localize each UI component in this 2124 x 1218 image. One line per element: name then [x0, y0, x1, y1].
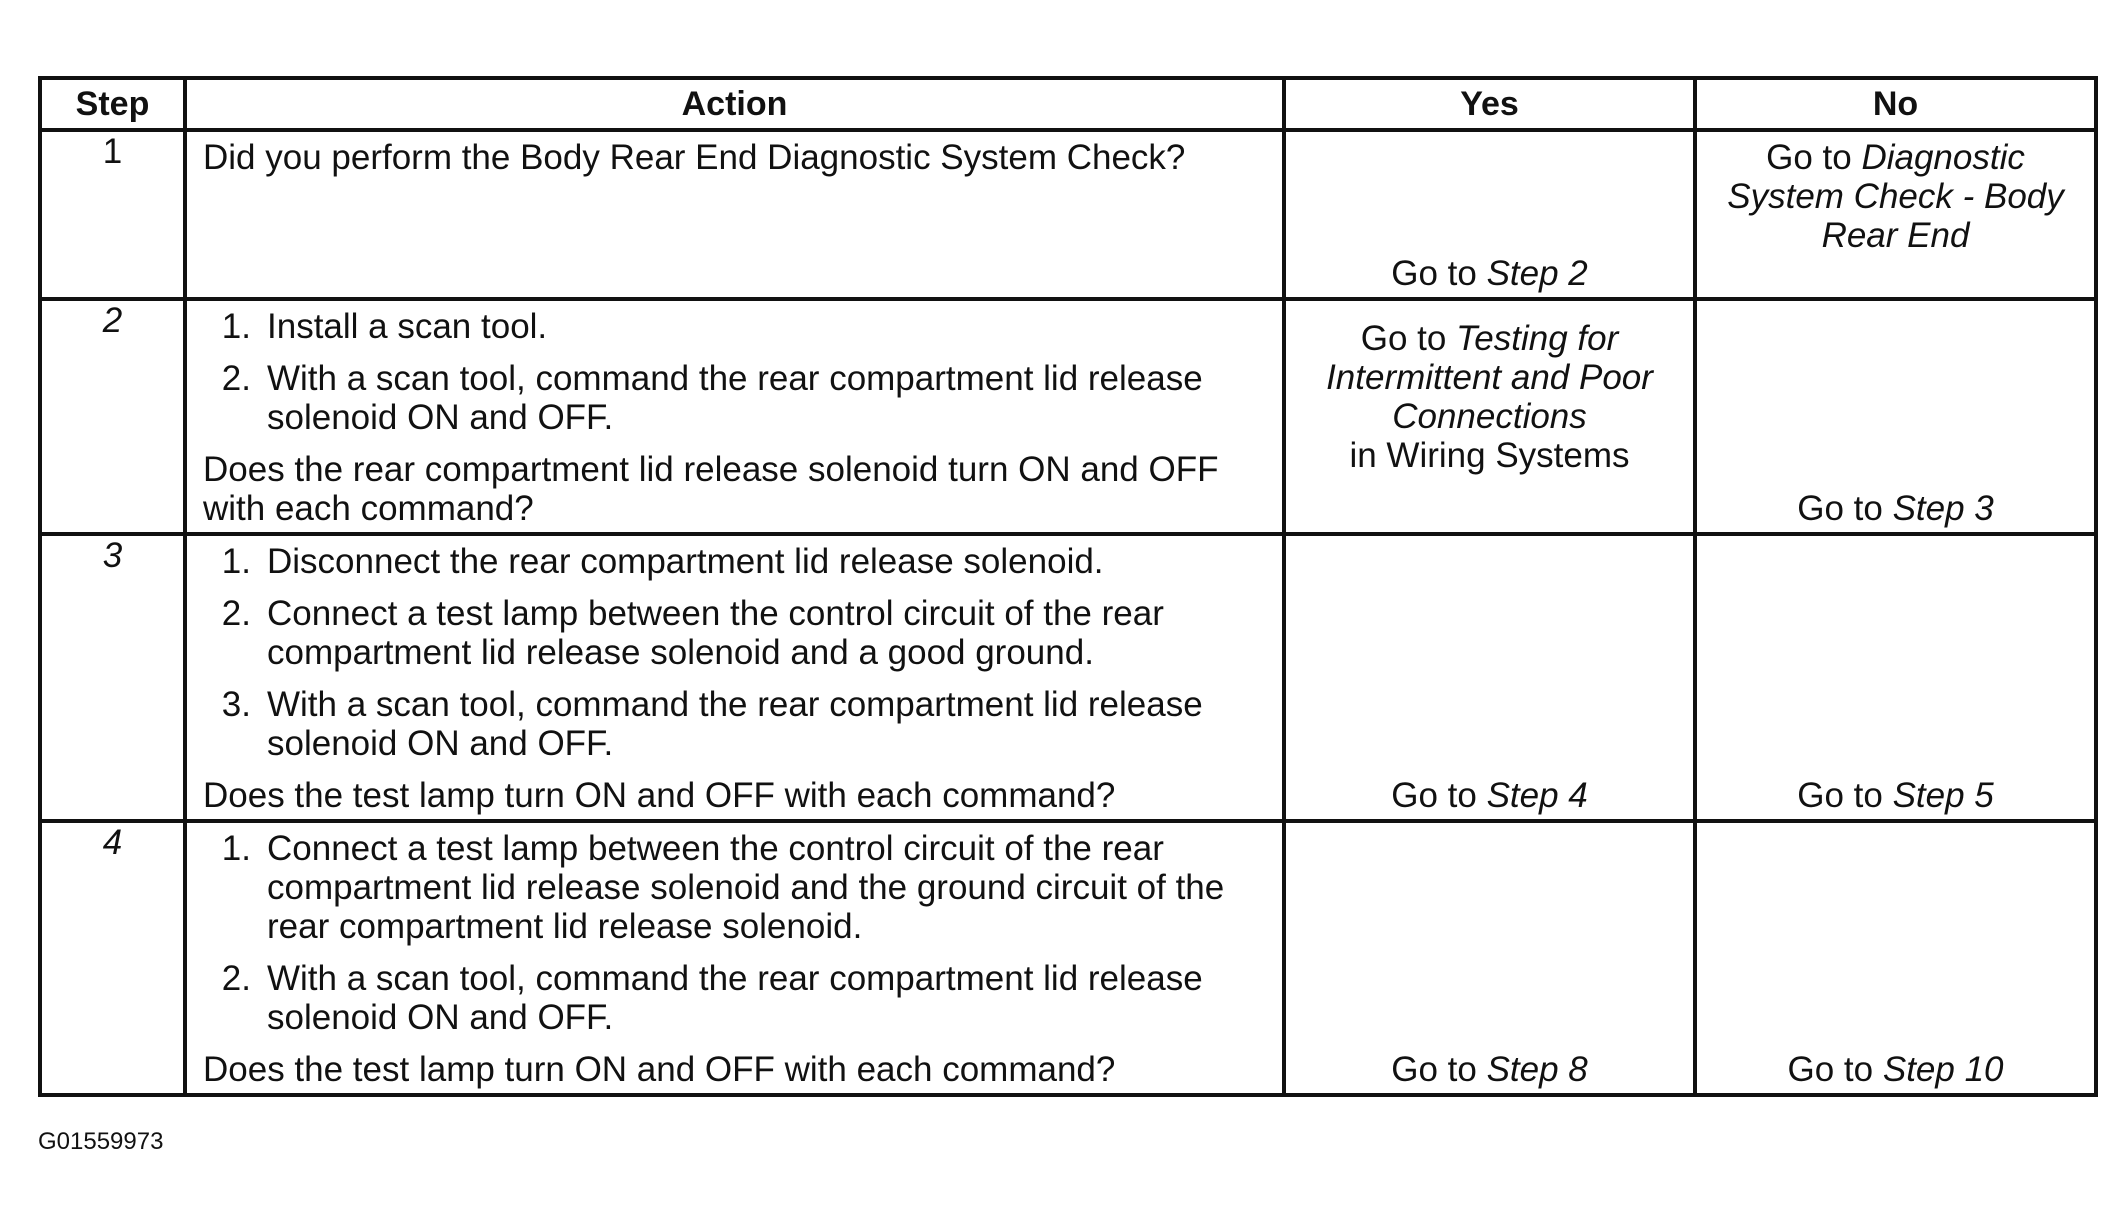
action-question: Does the rear compartment lid release solenoid turn ON and OFF with each command? — [203, 450, 1219, 528]
no-goto: Go to Step 3 — [1797, 489, 1994, 528]
no-cell — [1695, 299, 2096, 534]
header-yes: Yes — [1284, 78, 1695, 130]
step-reference: Step 10 — [1882, 1050, 2004, 1089]
procedure-reference: Diagnostic System Check - Body Rear End — [1727, 138, 2064, 255]
table-row — [40, 130, 2096, 299]
yes-cell — [1284, 534, 1695, 821]
action-question: Does the test lamp turn ON and OFF with each command? — [203, 1050, 1116, 1089]
table-row — [40, 534, 2096, 821]
action-cell — [185, 130, 1284, 299]
step-cell — [40, 534, 185, 821]
procedure-reference: Testing for Intermittent and Poor Connections — [1326, 319, 1653, 436]
action-steps — [203, 307, 1264, 450]
yes-goto: Go to Step 2 — [1391, 254, 1588, 293]
action-step: 1. Install a scan tool. — [221, 307, 548, 346]
step-reference: Step 5 — [1892, 776, 1994, 815]
no-cell — [1695, 534, 2096, 821]
table-row — [40, 821, 2096, 1095]
action-step: 3. With a scan tool, command the rear compartment lid release solenoid ON and OFF. — [221, 685, 1203, 763]
diagnostic-document — [38, 76, 2094, 1097]
step-number: 4 — [102, 823, 123, 862]
step-cell — [40, 130, 185, 299]
no-cell — [1695, 821, 2096, 1095]
diagnostic-table — [38, 76, 2098, 1097]
step-reference: Step 3 — [1892, 489, 1994, 528]
no-goto: Go to Step 10 — [1787, 1050, 2004, 1089]
action-question: Did you perform the Body Rear End Diagnostic System Check? — [203, 138, 1186, 177]
step-number: 1 — [102, 132, 123, 171]
action-steps — [203, 829, 1264, 1050]
header-no: No — [1695, 78, 2096, 130]
header-row — [40, 78, 2096, 130]
action-step: 1. Connect a test lamp between the control circuit of the rear compartment lid release solenoid and the ground circuit of the rear compartment lid release solenoid. — [221, 829, 1225, 946]
step-reference: Step 4 — [1486, 776, 1588, 815]
step-number: 3 — [102, 536, 123, 575]
step-reference: Step 8 — [1486, 1050, 1588, 1089]
header-action: Action — [185, 78, 1284, 130]
yes-cell — [1284, 821, 1695, 1095]
action-step: 2. With a scan tool, command the rear compartment lid release solenoid ON and OFF. — [221, 959, 1203, 1037]
yes-goto: Go to Step 4 — [1391, 776, 1588, 815]
action-step: 1. Disconnect the rear compartment lid release solenoid. — [221, 542, 1104, 581]
step-cell — [40, 299, 185, 534]
action-steps — [203, 542, 1264, 776]
step-reference: Step 2 — [1486, 254, 1588, 293]
step-cell — [40, 821, 185, 1095]
yes-cell — [1284, 130, 1695, 299]
figure-id: G01559973 — [38, 1128, 164, 1155]
step-number: 2 — [102, 301, 123, 340]
action-cell — [185, 821, 1284, 1095]
action-cell — [185, 299, 1284, 534]
action-step: 2. With a scan tool, command the rear compartment lid release solenoid ON and OFF. — [221, 359, 1203, 437]
yes-cell — [1284, 299, 1695, 534]
no-goto: Go to Step 5 — [1797, 776, 1994, 815]
action-cell — [185, 534, 1284, 821]
header-step: Step — [40, 78, 185, 130]
action-question: Does the test lamp turn ON and OFF with each command? — [203, 776, 1116, 815]
table-row — [40, 299, 2096, 534]
action-step: 2. Connect a test lamp between the control circuit of the rear compartment lid release solenoid and a good ground. — [221, 594, 1164, 672]
no-cell — [1695, 130, 2096, 299]
yes-goto: Go to Step 8 — [1391, 1050, 1588, 1089]
no-goto: Go to Diagnostic System Check - Body Rear End — [1727, 138, 2064, 255]
yes-goto: Go to Testing for Intermittent and Poor Connections in Wiring Systems — [1326, 319, 1653, 475]
